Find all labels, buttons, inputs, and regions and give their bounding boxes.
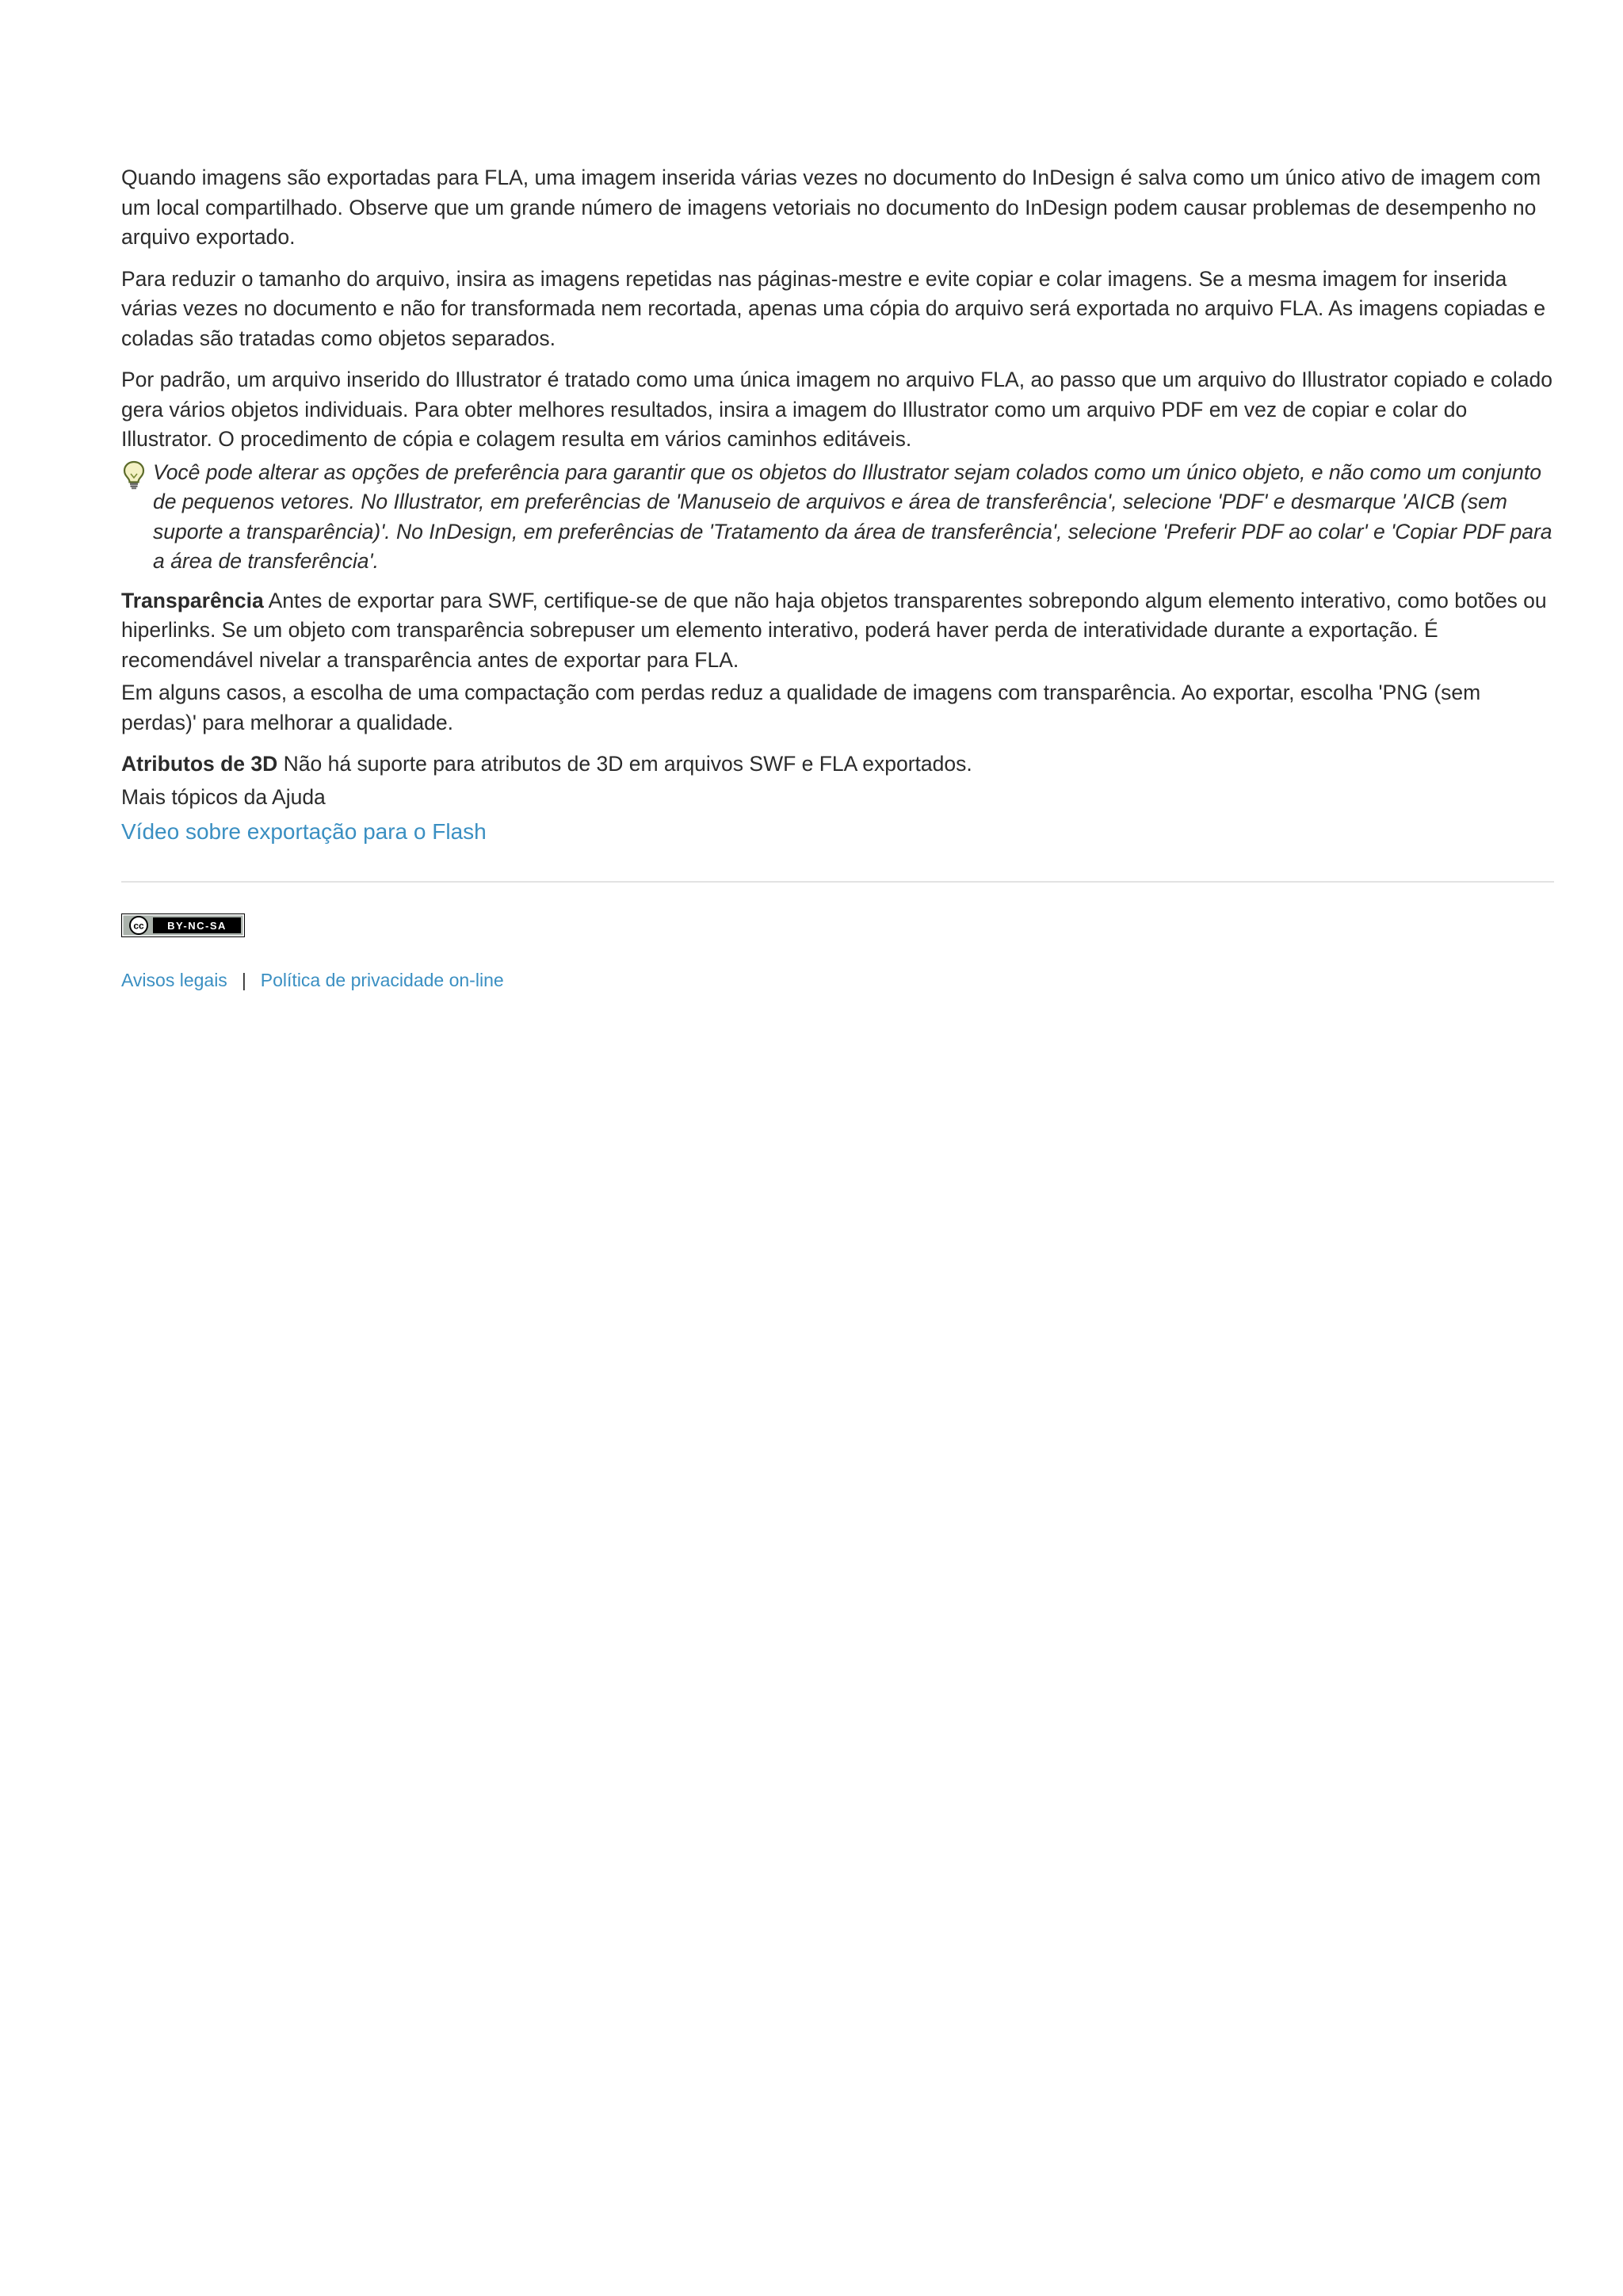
- attributes-3d-text: Não há suporte para atributos de 3D em arquivos SWF e FLA exportados.: [277, 752, 972, 776]
- footer-separator: |: [241, 970, 246, 990]
- transparency-text: Antes de exportar para SWF, certifique-se de que não haja objetos transparentes sobrepondo algum elemento interativo, como botões ou hiperlinks. Se um objeto com transparência sobrepuser um elemento interativo, poderá haver perda de interatividade durante a exportação. É recomendável nivelar a transparência antes de exportar para FLA.: [121, 588, 1547, 672]
- paragraph-transparency-followup: Em alguns casos, a escolha de uma compactação com perdas reduz a qualidade de imagens com transparência. Ao exportar, escolha 'PNG (sem perdas)' para melhorar a qualidade.: [121, 681, 1481, 734]
- more-topics-heading: Mais tópicos da Ajuda: [121, 784, 326, 809]
- legal-notices-link[interactable]: Avisos legais: [121, 970, 227, 990]
- paragraph-fla-images: Quando imagens são exportadas para FLA, uma imagem inserida várias vezes no documento do InDesign é salva como um único ativo de imagem com um local compartilhado. Observe que um grande número de imagens vetoriais no documento do InDesign podem causar problemas de desempenho no arquivo exportado.: [121, 166, 1541, 249]
- lightbulb-icon: [121, 460, 147, 490]
- cc-logo-text: cc: [133, 920, 144, 932]
- cc-license-badge[interactable]: [121, 913, 245, 937]
- attributes-3d-term: Atributos de 3D: [121, 752, 278, 776]
- tip-text: Você pode alterar as opções de preferência para garantir que os objetos do Illustrator sejam colados como um único objeto, e não como um conjunto de pequenos vetores. No Illustrator, em preferências de 'Manuseio de arquivos e área de transferência', selecione 'PDF' e desmarque 'AICB (sem suporte a transparência)'. No InDesign, em preferências de 'Tratamento da área de transferência', selecione 'Preferir PDF ao colar' e 'Copiar PDF para a área de transferência'.: [153, 460, 1552, 573]
- paragraph-illustrator: Por padrão, um arquivo inserido do Illustrator é tratado como uma única imagem no arquivo FLA, ao passo que um arquivo do Illustrator copiado e colado gera vários objetos individuais. Para obter melhores resultados, insira a imagem do Illustrator como um arquivo PDF em vez de copiar e colar do Illustrator. O procedimento de cópia e colagem resulta em vários caminhos editáveis.: [121, 368, 1552, 451]
- transparency-term: Transparência: [121, 588, 264, 612]
- tip-note: [121, 458, 1556, 577]
- paragraph-3d-attributes: [121, 749, 1556, 780]
- article-body: [121, 163, 1556, 848]
- privacy-policy-link[interactable]: Política de privacidade on-line: [260, 970, 504, 990]
- footer-links: [121, 968, 504, 992]
- paragraph-transparency: [121, 586, 1556, 676]
- license-badge-text: BY-NC-SA: [167, 920, 227, 932]
- video-export-flash-link[interactable]: Vídeo sobre exportação para o Flash: [121, 819, 487, 844]
- paragraph-reduce-size: Para reduzir o tamanho do arquivo, insira as imagens repetidas nas páginas-mestre e evite copiar e colar imagens. Se a mesma imagem for inserida várias vezes no documento e não for transformada nem recortada, apenas uma cópia do arquivo será exportada no arquivo FLA. As imagens copiadas e coladas são tratadas como objetos separados.: [121, 266, 1546, 350]
- footer-divider: [121, 881, 1554, 883]
